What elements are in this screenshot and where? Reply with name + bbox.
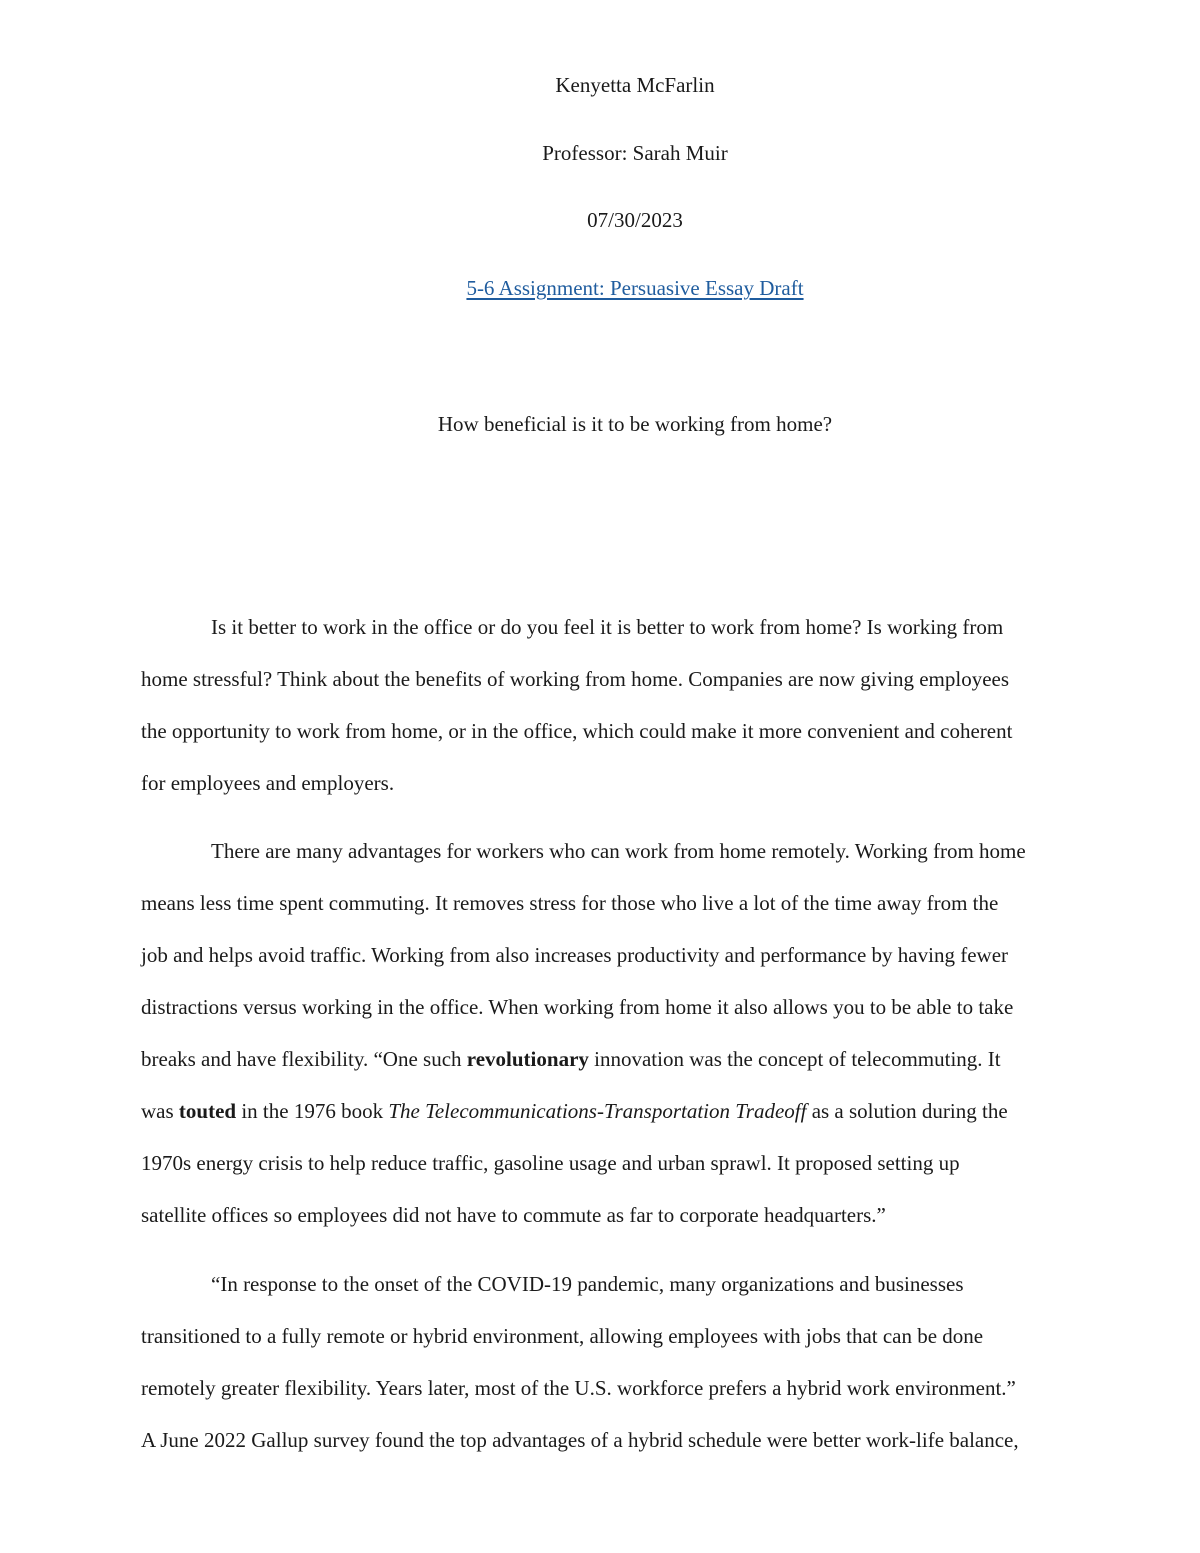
- bold-term: revolutionary: [466, 1047, 589, 1071]
- paragraph-line: There are many advantages for workers who can work from home remotely. Working from home: [211, 839, 1026, 863]
- author-name: Kenyetta McFarlin: [555, 73, 715, 97]
- paragraph-line: “In response to the onset of the COVID-19 pandemic, many organizations and businesses: [211, 1272, 964, 1296]
- paragraph-line: remotely greater flexibility. Years later, most of the U.S. workforce prefers a hybrid work environment.”: [141, 1376, 1016, 1400]
- assignment-title: [0, 274, 1200, 302]
- bold-term: touted: [178, 1099, 237, 1123]
- paragraph-line: satellite offices so employees did not have to commute as far to corporate headquarters.”: [141, 1203, 886, 1227]
- book-title: The Telecommunications-Transportation Tradeoff: [388, 1099, 807, 1123]
- paragraph-line: distractions versus working in the office. When working from home it also allows you to be able to take: [141, 995, 1014, 1019]
- paragraph-line: 1970s energy crisis to help reduce traffic, gasoline usage and urban sprawl. It proposed setting up: [141, 1151, 960, 1175]
- paragraph-line: Is it better to work in the office or do you feel it is better to work from home? Is working from: [211, 615, 1004, 639]
- text-run: as a solution during the: [806, 1099, 1008, 1123]
- text-run: breaks and have flexibility. “One such: [141, 1047, 467, 1071]
- essay-question: How beneficial is it to be working from home?: [437, 412, 833, 436]
- assignment-title-link[interactable]: 5-6 Assignment: Persuasive Essay Draft: [466, 276, 804, 300]
- document-date: 07/30/2023: [587, 208, 683, 232]
- paragraph-line: [141, 1097, 1008, 1125]
- text-run: in the 1976 book: [236, 1099, 389, 1123]
- paragraph-line: means less time spent commuting. It removes stress for those who live a lot of the time away from the: [141, 891, 999, 915]
- text-run: innovation was the concept of telecommuting. It: [588, 1047, 1001, 1071]
- paragraph-line: for employees and employers.: [141, 771, 395, 795]
- professor-name: Professor: Sarah Muir: [542, 141, 728, 165]
- paragraph-line: transitioned to a fully remote or hybrid environment, allowing employees with jobs that can be done: [141, 1324, 984, 1348]
- text-run: was: [141, 1099, 179, 1123]
- paragraph-line: the opportunity to work from home, or in the office, which could make it more convenient and coherent: [141, 719, 1013, 743]
- paragraph-line: [141, 1045, 1001, 1073]
- paragraph-line: job and helps avoid traffic. Working from also increases productivity and performance by having fewer: [141, 943, 1009, 967]
- paragraph-line: A June 2022 Gallup survey found the top advantages of a hybrid schedule were better work-life balance,: [141, 1428, 1019, 1452]
- paragraph-line: home stressful? Think about the benefits of working from home. Companies are now giving employees: [141, 667, 1010, 691]
